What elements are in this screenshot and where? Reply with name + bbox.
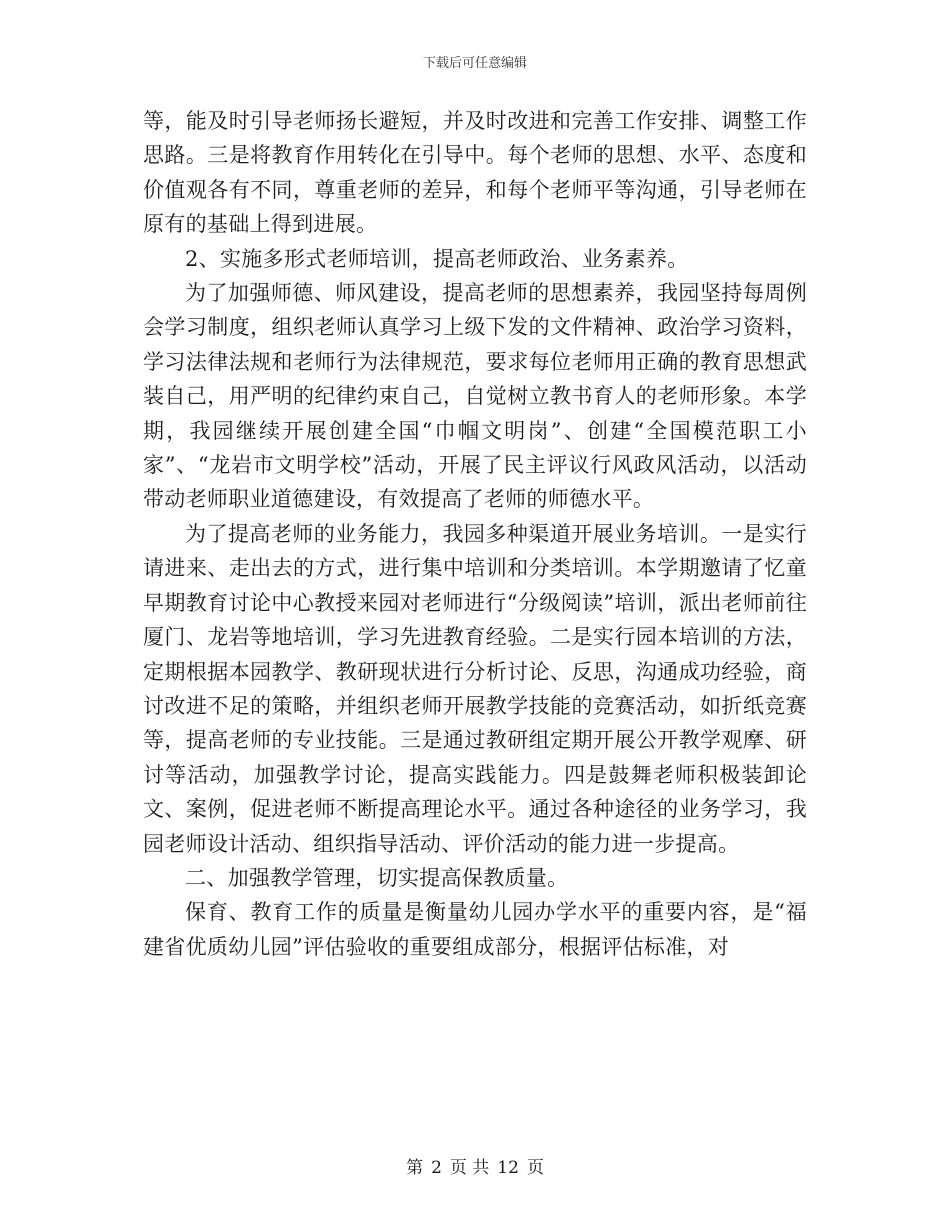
footer-mid: 页 共	[449, 1158, 490, 1178]
page-header: 下载后可任意编辑	[422, 56, 527, 71]
paragraph: 二、加强教学管理，切实提高保教质量。	[185, 865, 569, 890]
page-total: 12	[497, 1158, 519, 1178]
paragraph: 为了加强师德、师风建设，提高老师的思想素养，我园坚持每周例会学习制度，组织老师认真学习上级下发的文件精神、政治学习资料，学习法律法规和老师行为法律规范，要求每位老师用正确的教育思想武装自己，用严明的纪律约束自己，自觉树立教书育人的老师形象。本学期，我园继续开展创建全国“巾帼文明岗”、创建“全国模范职工小家”、“龙岩市文明学校”活动，开展了民主评议行风政风活动，以活动带动老师职业道德建设，有效提高了老师的师德水平。	[143, 281, 807, 512]
paragraph: 2、实施多形式老师培训，提高老师政治、业务素养。	[185, 246, 689, 271]
page-number: 2	[431, 1158, 442, 1178]
footer-prefix: 第	[406, 1158, 424, 1178]
page-footer	[0, 1153, 950, 1178]
document-body	[143, 104, 807, 964]
paragraph: 为了提高老师的业务能力，我园多种渠道开展业务培训。一是实行请进来、走出去的方式，进行集中培训和分类培训。本学期邀请了忆童早期教育讨论中心教授来园对老师进行“分级阅读”培训，派出老师前往厦门、龙岩等地培训，学习先进教育经验。二是实行园本培训的方法，定期根据本园教学、教研现状进行分析讨论、反思，沟通成功经验，商讨改进不足的策略，并组织老师开展教学技能的竞赛活动，如折纸竞赛等，提高老师的专业技能。三是通过教研组定期开展公开教学观摩、研讨等活动，加强教学讨论，提高实践能力。四是鼓舞老师积极装卸论文、案例，促进老师不断提高理论水平。通过各种途径的业务学习，我园老师设计活动、组织指导活动、评价活动的能力进一步提高。	[143, 521, 807, 856]
paragraph: 等，能及时引导老师扬长避短，并及时改进和完善工作安排、调整工作思路。三是将教育作用转化在引导中。每个老师的思想、水平、态度和价值观各有不同，尊重老师的差异，和每个老师平等沟通，引导老师在原有的基础上得到进展。	[143, 109, 807, 237]
paragraph: 保育、教育工作的质量是衡量幼儿园办学水平的重要内容，是“福建省优质幼儿园”评估验收的重要组成部分，根据评估标准，对	[143, 900, 807, 959]
footer-suffix: 页	[526, 1158, 544, 1178]
